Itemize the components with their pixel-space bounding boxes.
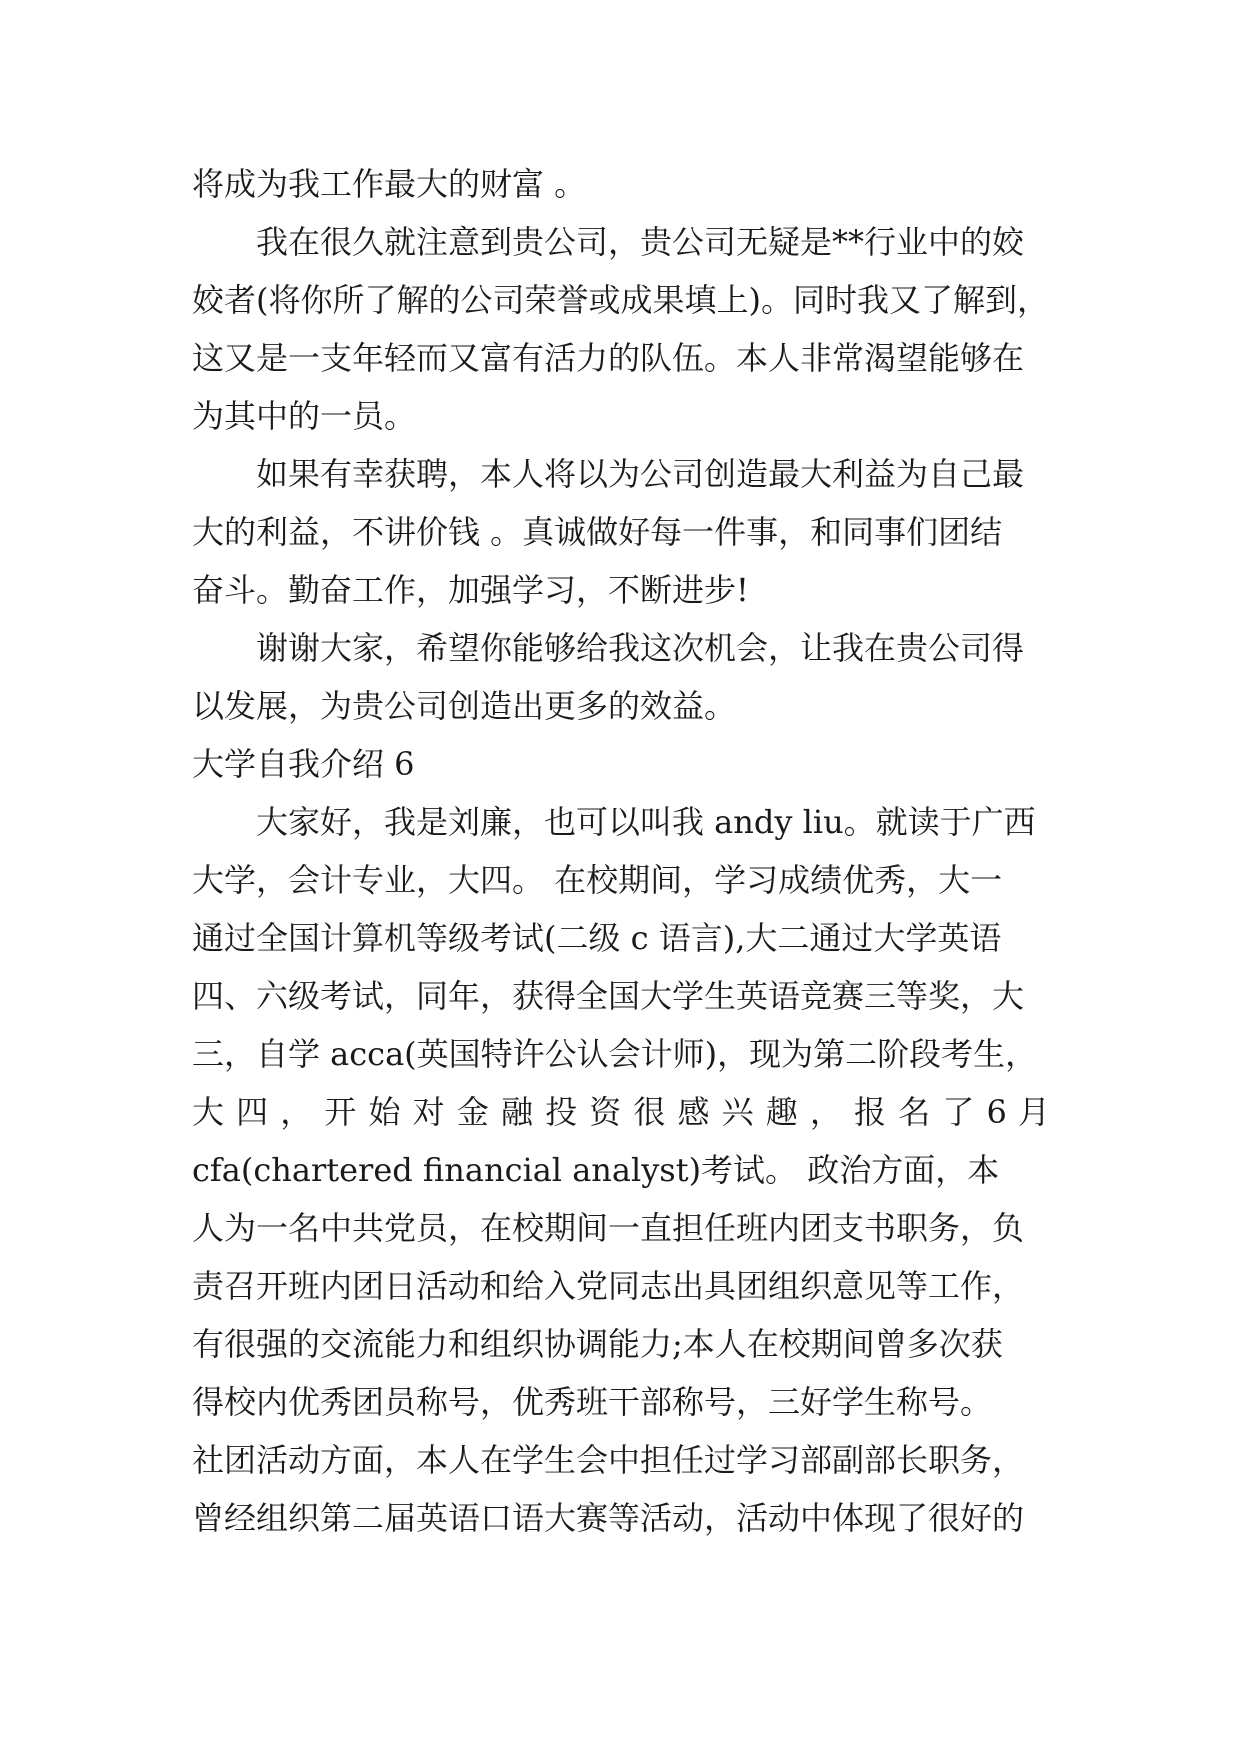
text-line: 为其中的一员。 <box>192 397 417 435</box>
text-line: 这又是一支年轻而又富有活力的队伍。本人非常渴望能够在 <box>192 339 1025 377</box>
text-line: 将成为我工作最大的财富 。 <box>192 165 587 203</box>
section-heading: 大学自我介绍 6 <box>192 745 415 783</box>
text-line: 大家好，我是刘廉，也可以叫我 andy liu。就读于广西 <box>256 803 1036 841</box>
text-line: 三，自学 acca(英国特许公认会计师)，现为第二阶段考生， <box>192 1035 1038 1073</box>
text-line: 谢谢大家，希望你能够给我这次机会，让我在贵公司得 <box>256 629 1025 667</box>
text-line: 大的利益，不讲价钱 。真诚做好每一件事，和同事们团结 <box>192 513 1003 551</box>
text-line: 有很强的交流能力和组织协调能力;本人在校期间曾多次获 <box>192 1325 1003 1363</box>
text-line: 我在很久就注意到贵公司，贵公司无疑是**行业中的姣 <box>256 223 1025 261</box>
text-line: 奋斗。勤奋工作，加强学习，不断进步! <box>192 571 749 609</box>
text-line: 曾经组织第二届英语口语大赛等活动，活动中体现了很好的 <box>192 1499 1025 1537</box>
text-line: 大学，会计专业，大四。 在校期间，学习成绩优秀，大一 <box>192 861 1003 899</box>
text-line: 大 四 ， 开 始 对 金 融 投 资 很 感 兴 趣 ， 报 名 了 6 月 <box>192 1093 1050 1131</box>
text-line: 如果有幸获聘，本人将以为公司创造最大利益为自己最 <box>256 455 1025 493</box>
document-body <box>192 155 1050 1547</box>
text-line: 人为一名中共党员，在校期间一直担任班内团支书职务，负 <box>192 1209 1025 1247</box>
text-line: 以发展，为贵公司创造出更多的效益。 <box>192 687 737 725</box>
text-line: 社团活动方面，本人在学生会中担任过学习部副部长职务， <box>192 1441 1025 1479</box>
text-line: 姣者(将你所了解的公司荣誉或成果填上)。同时我又了解到， <box>192 281 1049 319</box>
text-line: 四、六级考试，同年，获得全国大学生英语竞赛三等奖，大 <box>192 977 1025 1015</box>
text-line: cfa(chartered financial analyst)考试。 政治方面，本 <box>192 1151 1000 1189</box>
text-line: 通过全国计算机等级考试(二级 c 语言),大二通过大学英语 <box>192 919 1002 957</box>
text-line: 得校内优秀团员称号，优秀班干部称号，三好学生称号。 <box>192 1383 993 1421</box>
text-line: 责召开班内团日活动和给入党同志出具团组织意见等工作， <box>192 1267 1025 1305</box>
